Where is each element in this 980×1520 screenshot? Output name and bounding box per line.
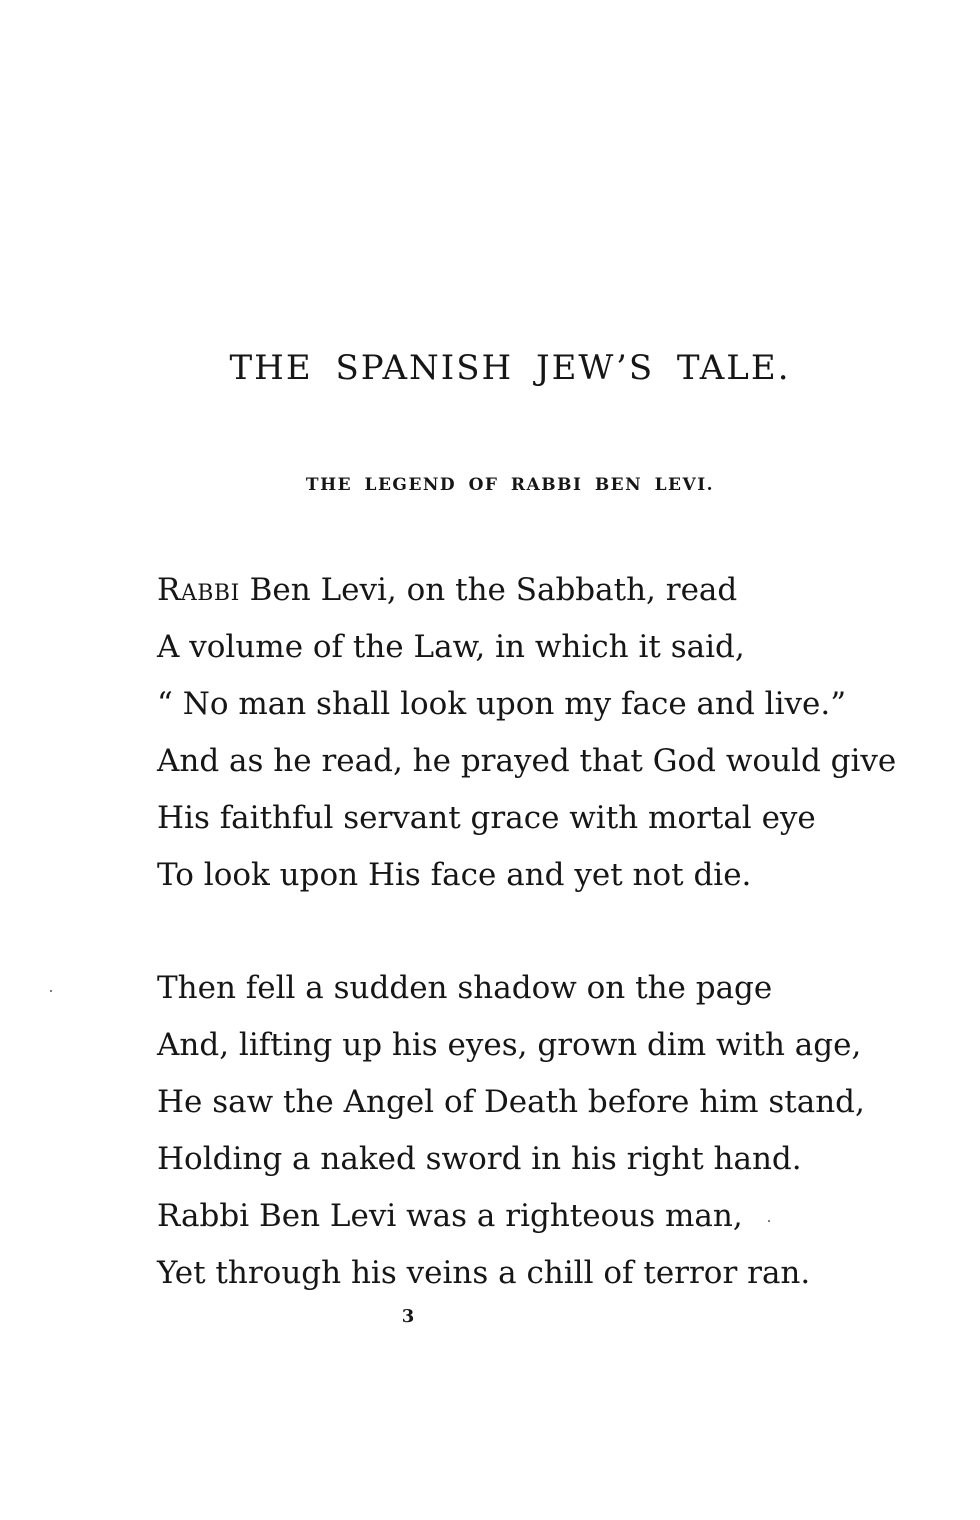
stanza-2 [157,960,957,1302]
verse-line: “ No man shall look upon my face and live.” [157,686,847,722]
print-speck [768,1220,770,1222]
verse-line: A volume of the Law, in which it said, [157,629,745,665]
verse-line: Rabbi Ben Levi was a righteous man, [157,1198,743,1234]
verse-line [157,562,957,619]
verse-line: He saw the Angel of Death before him stand, [157,1084,865,1120]
verse-line: To look upon His face and yet not die. [157,857,752,893]
verse-line: Yet through his veins a chill of terror ran. [157,1255,811,1291]
verse-line: Then fell a sudden shadow on the page [157,970,773,1006]
verse-line: And, lifting up his eyes, grown dim with age, [157,1027,862,1063]
verse-text: Ben Levi, on the Sabbath, read [239,572,738,608]
verse-lead-word: Rabbi [157,572,240,608]
page-subtitle: THE LEGEND OF RABBI BEN LEVI. [305,475,715,495]
verse-line: His faithful servant grace with mortal eye [157,800,816,836]
print-speck [50,990,52,992]
page-number: 3 [401,1306,415,1327]
stanza-1 [157,562,957,904]
verse-line: And as he read, he prayed that God would give [157,743,897,779]
verse-line: Holding a naked sword in his right hand. [157,1141,802,1177]
page-title: THE SPANISH JEW’S TALE. [229,348,791,388]
